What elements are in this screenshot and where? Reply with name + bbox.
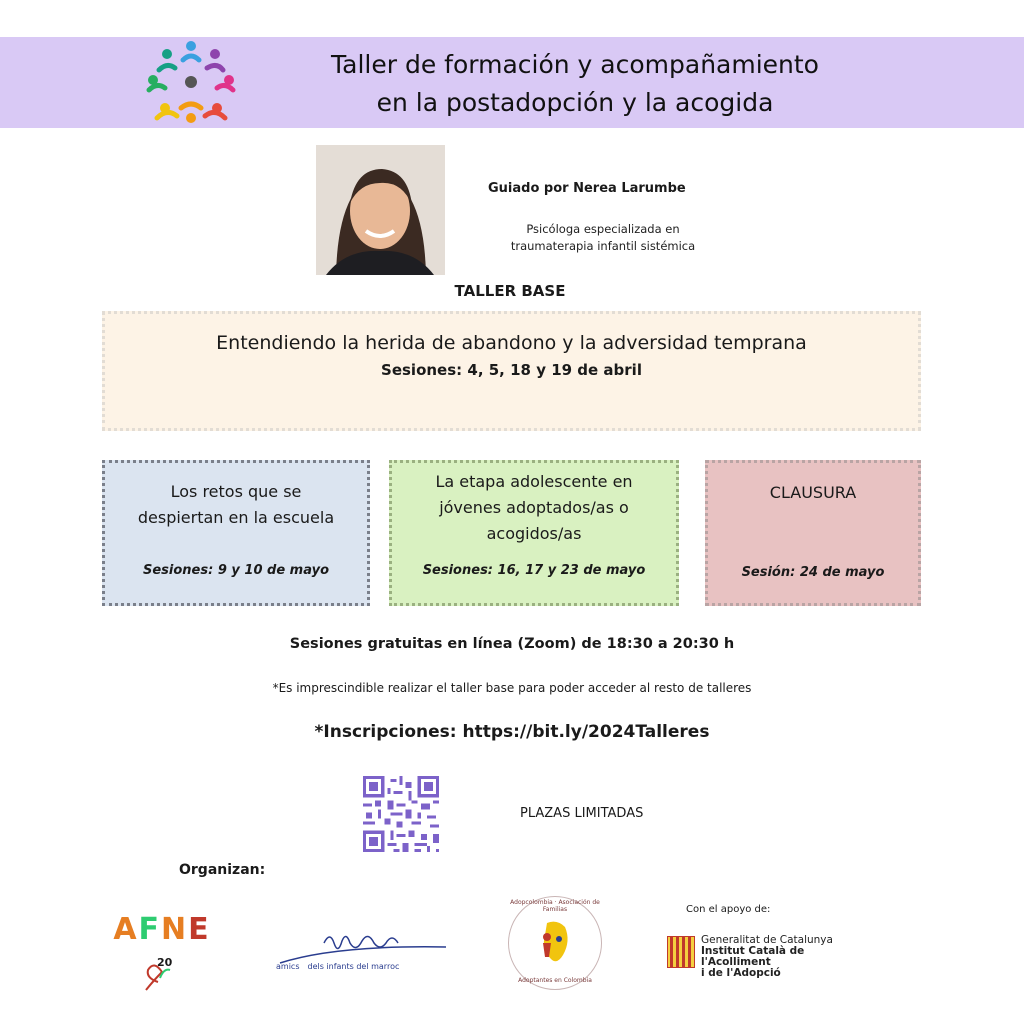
adopcolombia-logo	[505, 893, 605, 993]
gencat-line-2: Institut Català de l'Acolliment	[701, 945, 805, 968]
card-sessions: Sesiones: 9 y 10 de mayo	[143, 563, 329, 578]
card-title: CLAUSURA	[769, 483, 857, 502]
adopcolombia-top-text: Adopcolombia · Asociación de Familias	[510, 899, 600, 913]
card-title: Los retos que se despiertan en la escuela	[137, 482, 335, 527]
card-sessions: Sesión: 24 de mayo	[741, 565, 885, 580]
prerequisite-note: *Es imprescindible realizar el taller base para poder acceder al resto de talleres	[272, 681, 752, 695]
page-title	[255, 46, 895, 122]
workshop-card-adolescence	[389, 460, 679, 606]
people-circle-logo-icon	[145, 38, 237, 126]
support-label: Con el apoyo de:	[686, 904, 771, 915]
gencat-line-1: Generalitat de Catalunya	[701, 934, 833, 946]
qr-code-icon[interactable]	[363, 776, 439, 852]
amics-signature-icon	[276, 925, 452, 965]
senyera-flag-icon	[667, 936, 695, 968]
adopcolombia-bottom-text: Adoptantes en Colombia	[518, 977, 592, 984]
gencat-line-3: i de l'Adopció	[701, 967, 781, 979]
limited-places-label: PLAZAS LIMITADAS	[520, 806, 644, 821]
heart-icon	[140, 948, 188, 992]
online-sessions-info: Sesiones gratuitas en línea (Zoom) de 18:30 a 20:30 h	[289, 636, 735, 652]
registration-link[interactable]: *Inscripciones: https://bit.ly/2024Talleres	[314, 722, 710, 742]
taller-base-label: TALLER BASE	[454, 282, 566, 300]
base-workshop-sessions: Sesiones: 4, 5, 18 y 19 de abril	[381, 361, 642, 379]
afne-logo	[112, 912, 212, 992]
adopcolombia-family-icon	[537, 919, 573, 967]
base-workshop-title: Entendiendo la herida de abandono y la adversidad temprana	[216, 332, 807, 354]
amics-right: dels infants del marroc	[307, 962, 400, 971]
generalitat-logo	[667, 934, 867, 979]
workshop-card-closing	[705, 460, 921, 606]
title-line-2: en la postadopción y la acogida	[376, 88, 774, 117]
guide-role	[488, 221, 718, 255]
workshop-card-school	[102, 460, 370, 606]
guide-role-line-1: Psicóloga especializada en	[526, 222, 680, 236]
generalitat-text	[701, 935, 867, 979]
guide-name: Guiado por Nerea Larumbe	[488, 181, 686, 196]
guide-photo	[316, 145, 445, 275]
guide-role-line-2: traumaterapia infantil sistémica	[510, 239, 696, 253]
afne-20-text: 20	[157, 956, 173, 969]
afne-logo-text: AFNE	[113, 912, 211, 947]
title-line-1: Taller de formación y acompañamiento	[331, 50, 819, 79]
base-workshop-box	[102, 311, 921, 431]
card-title: La etapa adolescente en jóvenes adoptados/as o acogidos/as	[435, 472, 633, 543]
organizers-label: Organizan:	[179, 862, 266, 878]
amics-text	[276, 962, 399, 971]
amics-logo	[276, 925, 452, 985]
amics-left: amics	[276, 962, 300, 971]
card-sessions: Sesiones: 16, 17 y 23 de mayo	[422, 563, 646, 578]
